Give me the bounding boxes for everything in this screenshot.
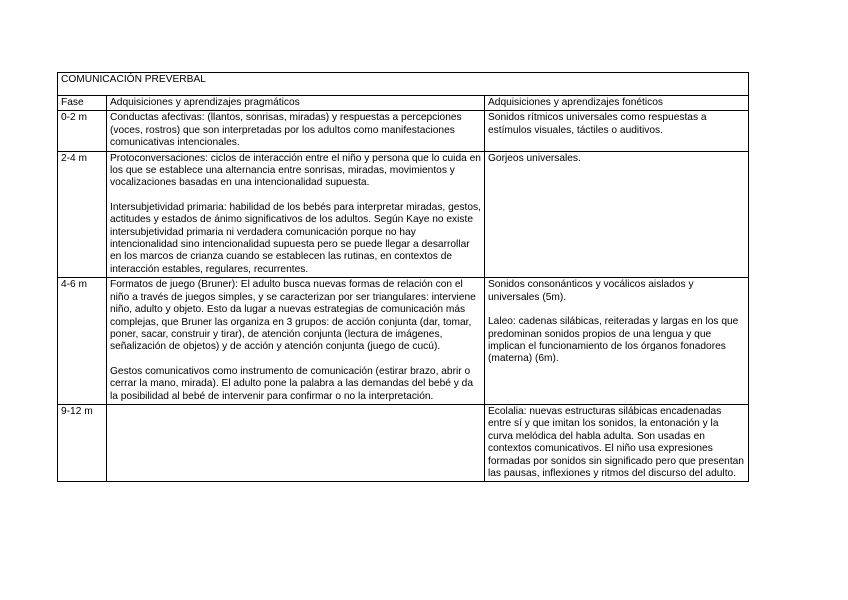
table-title-row — [58, 73, 749, 96]
foneticos-cell — [485, 151, 749, 278]
table-row — [58, 111, 749, 151]
fase-cell: 9-12 m — [58, 404, 107, 481]
paragraph: Gestos comunicativos como instrumento de comunicación (estirar brazo, abrir o cerrar la mano, mirada). El adulto pone la palabra a las demandas del bebé y da la posibilidad al bebé de intervenir para confirmar o no la interpretación. — [110, 365, 474, 402]
table-row — [58, 404, 749, 481]
foneticos-cell — [485, 404, 749, 481]
pragmaticos-cell — [107, 151, 485, 278]
preverbal-communication-table — [57, 72, 749, 482]
table-header-row — [58, 96, 749, 111]
pragmaticos-cell — [107, 278, 485, 405]
paragraph: Sonidos consonánticos y vocálicos aislados y universales (5m). — [488, 279, 694, 303]
fase-cell: 0-2 m — [58, 111, 107, 151]
paragraph: Laleo: cadenas silábicas, reiteradas y largas en los que predominan sonidos propios de una lengua y que implican el funcionamiento de los órganos fonadores (materna) (6m). — [488, 316, 739, 365]
header-fase: Fase — [58, 96, 107, 111]
paragraph: Ecolalia: nuevas estructuras silábicas encadenadas entre sí y que imitan los sonidos, la entonación y la curva melódica del habla adulta. Son usadas en contextos comunicativos. El niño usa expresiones formadas por sonidos sin significado pero que presentan las pausas, inflexiones y ritmos del discurso del adulto. — [488, 405, 744, 479]
header-foneticos: Adquisiciones y aprendizajes fonéticos — [485, 96, 749, 111]
foneticos-cell — [485, 111, 749, 151]
paragraph: Conductas afectivas: (llantos, sonrisas, miradas) y respuestas a percepciones (voces, rostros) que son interpretadas por los adultos como manifestaciones comunicativas intencionales. — [110, 112, 462, 149]
pragmaticos-cell — [107, 111, 485, 151]
foneticos-cell — [485, 278, 749, 405]
paragraph: Sonidos rítmicos universales como respuestas a estímulos visuales, táctiles o auditivos. — [488, 112, 707, 136]
table-row — [58, 278, 749, 405]
fase-cell: 4-6 m — [58, 278, 107, 405]
paragraph: Gorjeos universales. — [488, 152, 581, 164]
paragraph: Protoconversaciones: ciclos de interacción entre el niño y persona que lo cuida en los que se establece una alternancia entre sonrisas, miradas, movimientos y vocalizaciones basadas en una intencionalidad supuesta. — [110, 152, 481, 189]
fase-cell: 2-4 m — [58, 151, 107, 278]
paragraph: Formatos de juego (Bruner): El adulto busca nuevas formas de relación con el niño a través de juegos simples, y se caracterizan por ser triangulares: interviene niño, adulto y objeto. Esto da lugar a nuevas estrategias de comunicación más complejas, que Bruner las organiza en 3 grupos: de acción conjunta (dar, tomar, poner, sacar, construir y tirar), de atención conjunta (lectura de imágenes, señalización de objetos) y de acción y atención conjunta (juego de cucú). — [110, 279, 476, 353]
paragraph: Intersubjetividad primaria: habilidad de los bebés para interpretar miradas, gestos, actitudes y estados de ánimo significativos de los adultos. Según Kaye no existe intersubjetividad primaria ni verdadera comunicación porque no hay intencionalidad sino intencionalidad supuesta pero se puede llegar a desarrollar en los marcos de crianza cuando se establecen las rutinas, en contextos de interacción estables, regulares, recurrentes. — [110, 201, 481, 275]
table-row — [58, 151, 749, 278]
header-pragmaticos: Adquisiciones y aprendizajes pragmáticos — [107, 96, 485, 111]
table-title: COMUNICACIÓN PREVERBAL — [58, 73, 749, 96]
pragmaticos-cell — [107, 404, 485, 481]
